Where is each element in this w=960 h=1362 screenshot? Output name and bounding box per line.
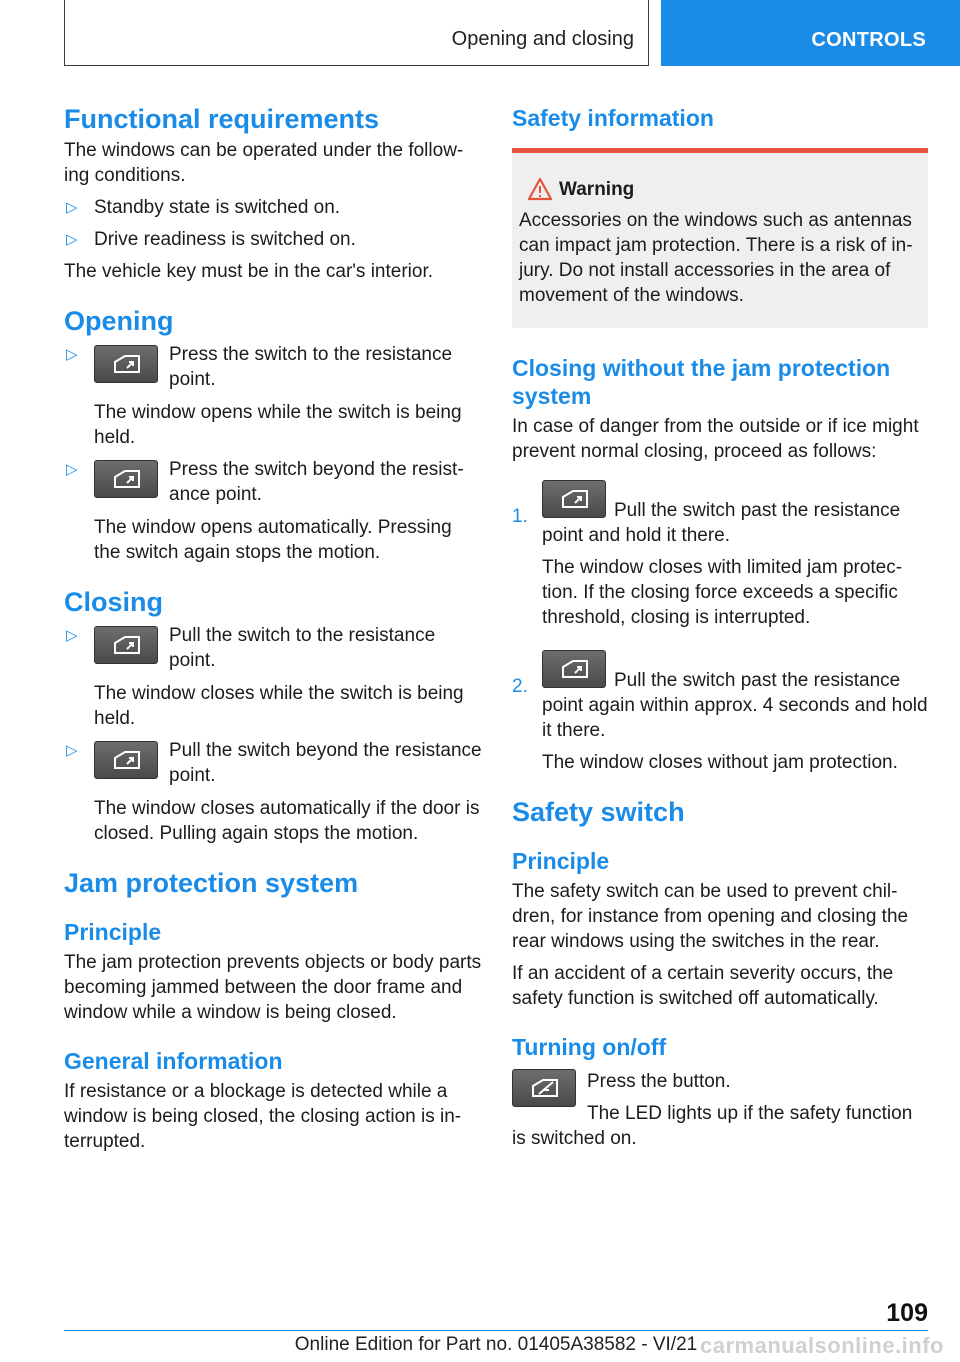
triangle-bullet-icon: ▷ [66,199,78,216]
general-information-text: If resistance or a blockage is detected while a window is being closed, the closing action is interrupted. [64,1081,462,1152]
safety-switch-button-icon [512,1069,576,1107]
window-switch-icon [542,480,606,518]
jam-principle-heading: Principle [64,919,162,945]
safety-principle-text-1: The safety switch can be used to prevent children, for instance from opening and closing the rear windows using the switches in the rear. [512,881,909,952]
page-number: 109 [886,1299,928,1327]
bullet-item: ▷ Drive readiness is switched on. [66,229,356,250]
warning-triangle-icon [527,177,553,201]
opening-item-1: ▷ Press the switch to the resistance point. The window opens while the switch is being held. [66,344,462,448]
header-section-box [64,0,649,66]
step-2: 2. Pull the switch past the resistance point again within approx. 4 seconds and hold it there. The window closes without jam protection. [512,650,928,775]
triangle-bullet-icon: ▷ [66,346,78,363]
closing-heading: Closing [64,587,163,617]
left-column [64,100,482,1154]
window-switch-icon [94,741,158,779]
window-switch-icon [94,460,158,498]
functional-intro: The windows can be operated under the following conditions. [64,140,464,186]
bullet-item: ▷ Standby state is switched on. [66,197,341,218]
triangle-bullet-icon: ▷ [66,461,78,478]
closing-without-intro: In case of danger from the outside or if ice might prevent normal closing, proceed as follows: [512,416,919,462]
turning-on-off-block: Press the button. The LED lights up if the safety function is switched on. [512,1071,913,1149]
opening-item-2: ▷ Press the switch beyond the resistance point. The window opens automatically. Pressing the switch again stops the motion. [66,459,464,563]
safety-principle-heading: Principle [512,848,610,874]
triangle-bullet-icon: ▷ [66,742,78,759]
functional-requirements-heading: Functional requirements [64,104,380,134]
triangle-bullet-icon: ▷ [66,231,78,248]
closing-item-2: ▷ Pull the switch beyond the resistance point. The window closes automatically if the door is closed. Pulling again stops the motion. [66,740,482,844]
safety-switch-heading: Safety switch [512,797,685,827]
step-1: 1. Pull the switch past the resistance point and hold it there. The window closes with limited jam protection. If the closing force exceeds a specific threshold, closing is interrupted. [512,480,928,630]
functional-note: The vehicle key must be in the car's interior. [64,261,434,282]
general-information-heading: General information [64,1048,283,1074]
right-column [512,100,928,1151]
triangle-bullet-icon: ▷ [66,627,78,644]
turning-on-off-heading: Turning on/off [512,1034,667,1060]
safety-information-heading: Safety information [512,105,714,131]
header-chapter-tab [661,0,960,66]
closing-without-jam-heading: Closing without the jam protection system [512,355,891,409]
jam-principle-text: The jam protection prevents objects or body parts becoming jammed between the door frame and window while a window is being closed. [64,952,482,1023]
jam-protection-heading: Jam protection system [64,868,359,898]
footer-divider [64,1330,928,1331]
opening-heading: Opening [64,306,174,336]
window-switch-icon [542,650,606,688]
window-switch-icon [94,345,158,383]
header-section-title: Opening and closing [451,28,634,50]
closing-item-1: ▷ Pull the switch to the resistance point. The window closes while the switch is being held. [66,625,464,729]
safety-principle-text-2: If an accident of a certain severity occurs, the safety function is switched off automatically. [512,963,894,1009]
warning-heading: Warning [519,177,914,202]
watermark: carmanualsonline.info [700,1333,944,1358]
footer-edition: Online Edition for Part no. 01405A38582 - VI/21 [294,1334,698,1355]
window-switch-icon [94,626,158,664]
warning-text: Accessories on the windows such as antennas can impact jam protection. There is a risk of injury. Do not install accessories in the area of movement of the windows. [519,210,913,306]
header-chapter-title: CONTROLS [811,29,926,51]
warning-box [512,148,928,328]
